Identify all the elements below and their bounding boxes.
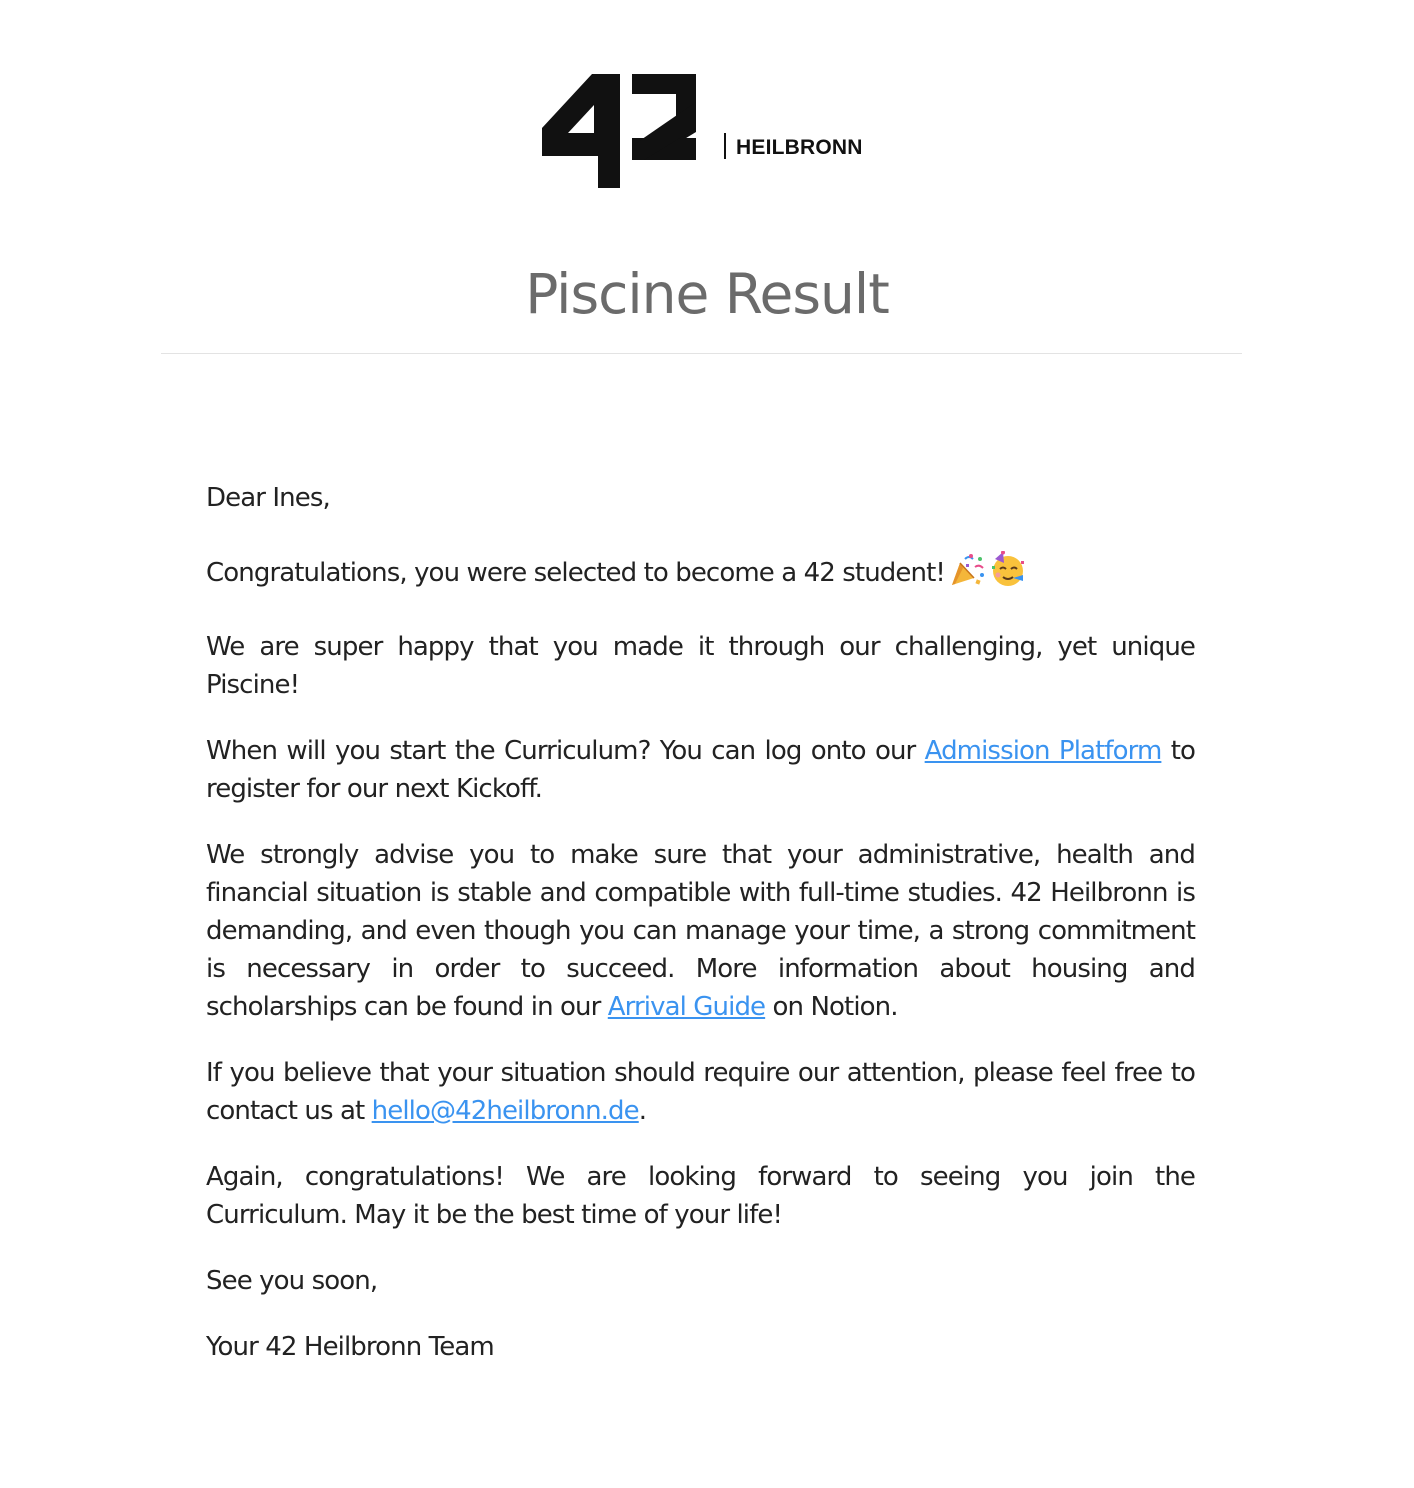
partying-face-icon — [989, 551, 1027, 598]
advise-paragraph — [206, 836, 1195, 1026]
contact-email-link[interactable]: hello@42heilbronn.de — [371, 1096, 639, 1126]
email-body — [206, 479, 1195, 1394]
42-logo-mark — [540, 72, 870, 188]
congrats-paragraph — [206, 551, 1195, 598]
contact-text-after: . — [638, 1096, 647, 1126]
congrats-text: Congratulations, you were selected to become a 42 student! — [206, 558, 945, 588]
advise-text-before: We strongly advise you to make sure that your administrative, health and financial situation is stable and compatible with full-time studies. 42 Heilbronn is demanding, and even though you can manage your time, a strong commitment is necessary in order to succeed. More information about housing and scholarships can be found in our — [206, 840, 1195, 1022]
signature: Your 42 Heilbronn Team — [206, 1332, 494, 1362]
header-divider — [161, 353, 1242, 354]
greeting: Dear Ines, — [206, 483, 330, 513]
curriculum-text-before: When will you start the Curriculum? You can log onto our — [206, 736, 925, 766]
advise-text-after: on Notion. — [765, 992, 898, 1022]
contact-paragraph — [206, 1054, 1195, 1130]
page-title: Piscine Result — [525, 262, 889, 326]
admission-platform-link[interactable]: Admission Platform — [924, 736, 1162, 766]
party-popper-icon — [949, 553, 985, 598]
happy-paragraph: We are super happy that you made it through our challenging, yet unique Piscine! — [206, 632, 1195, 700]
arrival-guide-link[interactable]: Arrival Guide — [607, 992, 766, 1022]
contact-text-before: If you believe that your situation should require our attention, please feel free to contact us at — [206, 1058, 1195, 1126]
see-you-text: See you soon, — [206, 1266, 378, 1296]
curriculum-paragraph — [206, 732, 1195, 808]
logo-campus-text: HEILBRONN — [736, 136, 863, 159]
again-paragraph: Again, congratulations! We are looking forward to seeing you join the Curriculum. May it be the best time of your life! — [206, 1162, 1195, 1230]
curriculum-text-after: to register for our next Kickoff. — [206, 736, 1195, 804]
42-heilbronn-logo — [540, 72, 870, 188]
